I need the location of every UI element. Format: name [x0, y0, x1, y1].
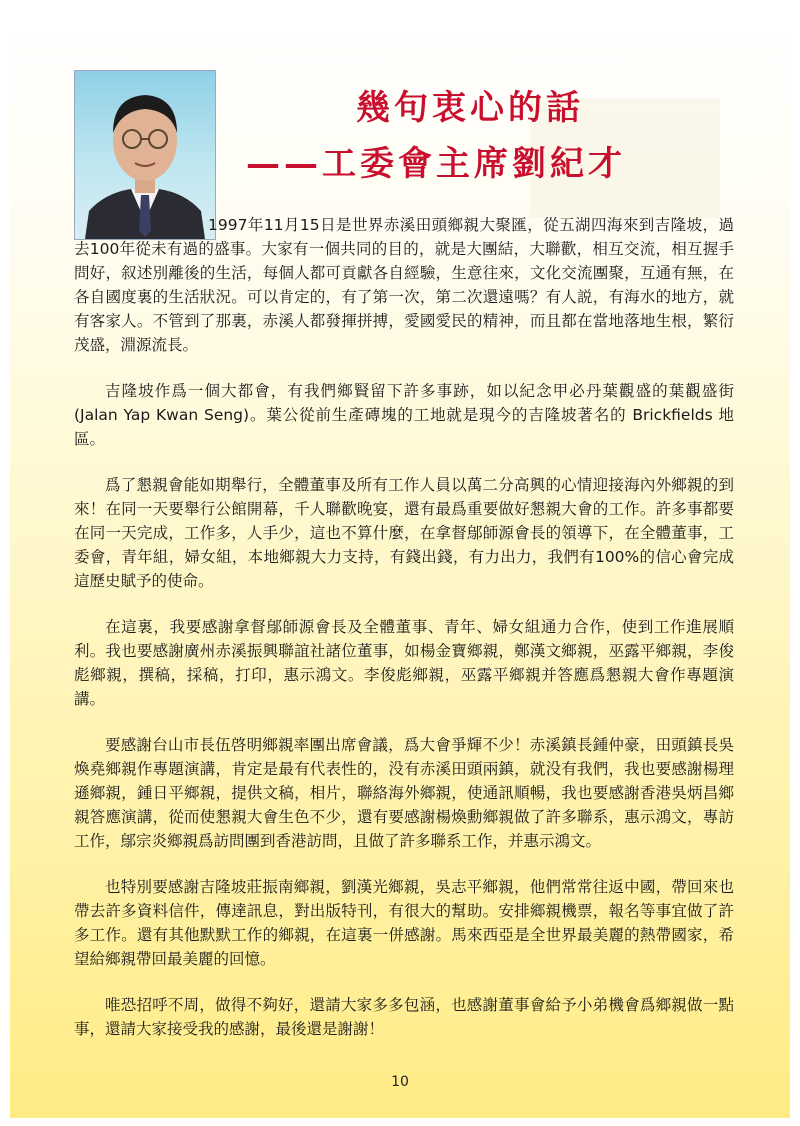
title-line-2: ——工委會主席劉紀才 — [246, 144, 626, 184]
paragraph-6: 也特別要感謝吉隆坡莊振南鄉親，劉漢光鄉親，吳志平鄉親，他們常常往返中國，帶回來也帶去許多資料信件，傳達訊息，對出版特刊，有很大的幫助。安排鄉親機票，報名等事宜做了許多工作。還有其他默默工作的鄉親，在這裏一併感謝。馬來西亞是全世界最美麗的熱帶國家，希望給鄉親帶回最美麗的回憶。 — [74, 878, 734, 968]
paragraph-4: 在這裏，我要感謝拿督鄔師源會長及全體董事、青年、婦女組通力合作，使到工作進展順利。我也要感謝廣州赤溪振興聯誼社諸位董事，如楊金寶鄉親，鄭漢文鄉親，巫露平鄉親，李俊彪鄉親，撰稿，採稿，打印，惠示鴻文。李俊彪鄉親，巫露平鄉親并答應爲懇親大會作專題演講。 — [74, 618, 734, 708]
paragraph-2: 吉隆坡作爲一個大都會，有我們鄉賢留下許多事跡，如以紀念甲必丹葉觀盛的葉觀盛街(Jalan Yap Kwan Seng)。葉公從前生產磚塊的工地就是現今的吉隆坡著名的 Brickfields 地區。 — [74, 382, 734, 448]
paragraph-7: 唯恐招呼不周，做得不夠好，還請大家多多包涵，也感謝董事會給予小弟機會爲鄉親做一點事，還請大家接受我的感謝，最後還是謝謝！ — [74, 996, 734, 1038]
article-body — [74, 213, 734, 1063]
paragraph-1-text: 1997年11月15日是世界赤溪田頭鄉親大聚匯，從五湖四海來到吉隆坡，過去100年從未有過的盛事。大家有一個共同的目的，就是大團結，大聯歡，相互交流，相互握手問好，叙述別離後的生活，每個人都可貢獻各自經驗，生意往來，文化交流團聚，互通有無，在各自國度裏的生活狀況。可以肯定的，有了第一次，第二次還遠嗎？有人説，有海水的地方，就有客家人。不管到了那裏，赤溪人都發揮拼搏，愛國愛民的精神，而且都在當地落地生根，繁衍茂盛，淵源流長。 — [74, 216, 734, 354]
paragraph-1 — [74, 213, 734, 357]
page-number: 10 — [391, 1074, 409, 1090]
page — [10, 8, 790, 1118]
title-line-1: 幾句衷心的話 — [356, 88, 584, 128]
paragraph-3: 爲了懇親會能如期舉行，全體董事及所有工作人員以萬二分高興的心情迎接海內外鄉親的到來！在同一天要舉行公館開幕，千人聯歡晚宴，還有最爲重要做好懇親大會的工作。許多事都要在同一天完成，工作多，人手少，這也不算什麼，在拿督鄔師源會長的領導下，在全體董事，工委會，青年組，婦女組，本地鄉親大力支持，有錢出錢，有力出力，我們有100%的信心會完成這歷史賦予的使命。 — [74, 476, 734, 590]
paragraph-5: 要感謝台山市長伍啓明鄉親率團出席會議，爲大會爭輝不少！赤溪鎮長鍾仲豪，田頭鎮長吳煥堯鄉親作專題演講，肯定是最有代表性的，没有赤溪田頭兩鎮，就没有我們，我也要感謝楊理遜鄉親，鍾日平鄉親，提供文稿，相片，聯絡海外鄉親，使通訊順暢，我也要感謝香港吳炳昌鄉親答應演講，從而使懇親大會生色不少，還有要感謝楊煥勳鄉親做了許多聯系，惠示鴻文，專訪工作，鄔宗炎鄉親爲訪問團到香港訪問，且做了許多聯系工作，并惠示鴻文。 — [74, 736, 734, 850]
